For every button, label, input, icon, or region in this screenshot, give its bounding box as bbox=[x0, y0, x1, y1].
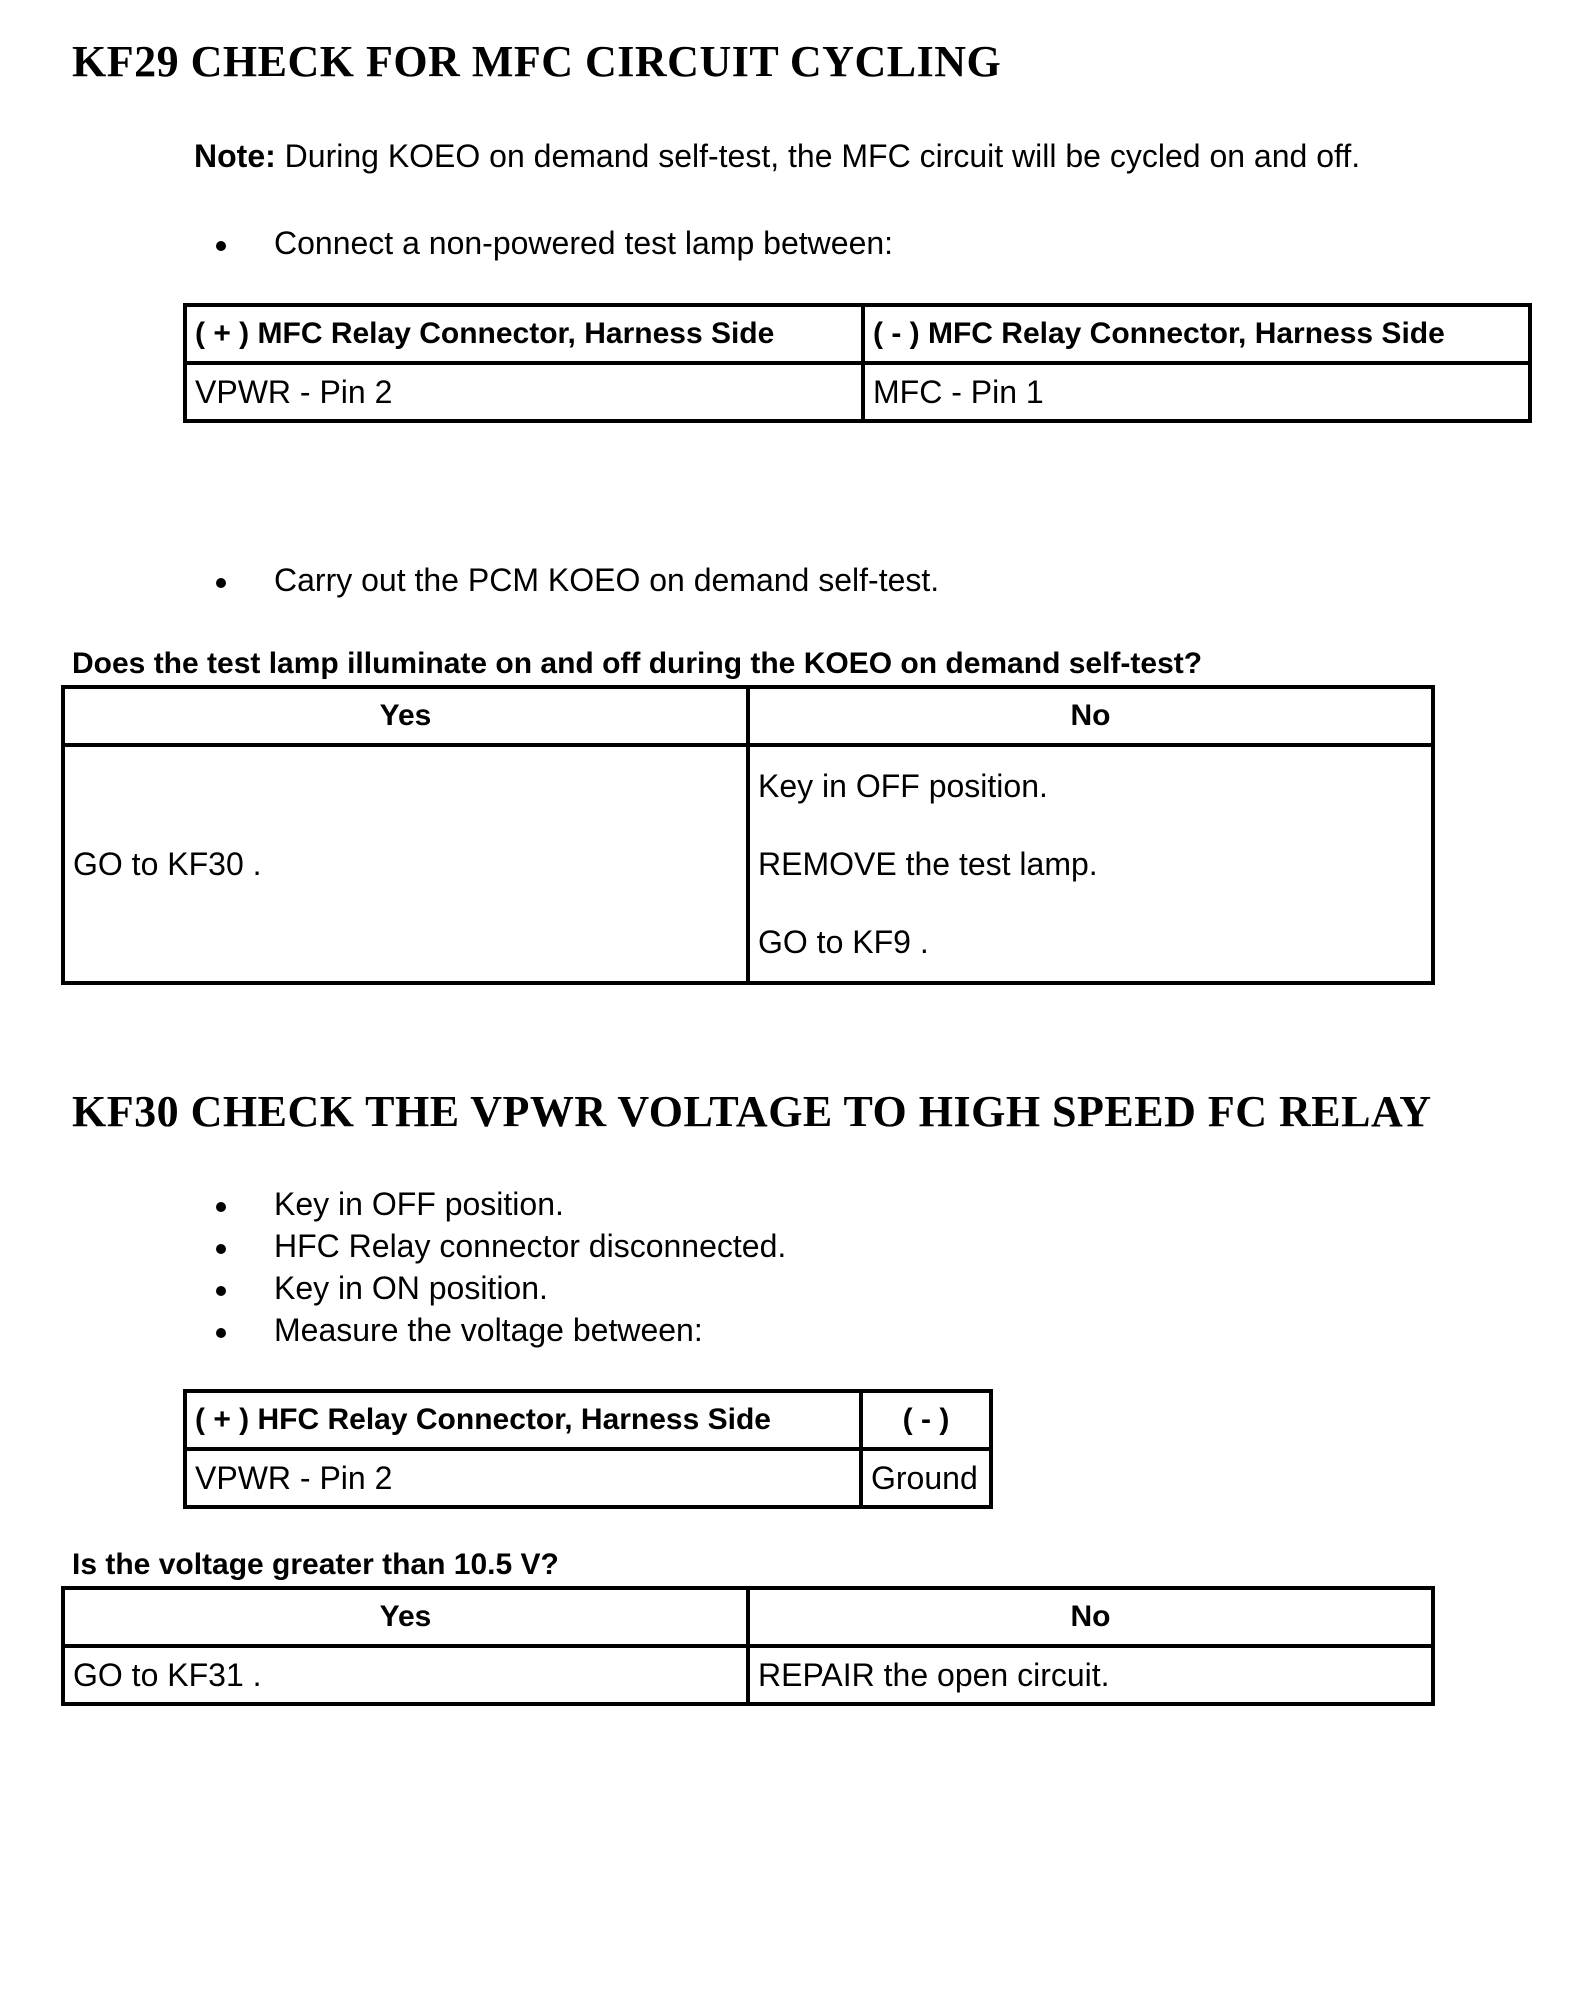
table-cell: VPWR - Pin 2 bbox=[185, 1449, 861, 1507]
yes-header: Yes bbox=[63, 687, 748, 745]
kf30-bullet bbox=[216, 1186, 1116, 1226]
bullet-text: Connect a non-powered test lamp between: bbox=[274, 225, 894, 261]
table-row bbox=[63, 1646, 1433, 1704]
table-header-row bbox=[63, 687, 1433, 745]
kf30-answer-table bbox=[61, 1586, 1435, 1706]
yes-cell: GO to KF31 . bbox=[63, 1646, 748, 1704]
no-cell bbox=[748, 745, 1433, 983]
table-row bbox=[63, 745, 1433, 983]
bullet-text: Measure the voltage between: bbox=[274, 1312, 703, 1348]
kf29-heading: KF29 CHECK FOR MFC CIRCUIT CYCLING bbox=[72, 37, 1002, 86]
kf29-note bbox=[194, 138, 1360, 175]
table-header-cell: ( - ) bbox=[861, 1391, 991, 1449]
bullet-icon bbox=[216, 1286, 226, 1296]
bullet-icon bbox=[216, 1328, 226, 1338]
bullet-icon bbox=[216, 1244, 226, 1254]
kf29-bullet-connect bbox=[216, 225, 1116, 265]
no-step: GO to KF9 . bbox=[758, 924, 929, 960]
table-row bbox=[185, 363, 1530, 421]
bullet-text: Key in ON position. bbox=[274, 1270, 548, 1306]
table-cell: Ground bbox=[861, 1449, 991, 1507]
table-header-cell: ( - ) MFC Relay Connector, Harness Side bbox=[863, 305, 1530, 363]
no-step: REMOVE the test lamp. bbox=[758, 846, 1098, 882]
bullet-icon bbox=[216, 578, 226, 588]
table-cell: MFC - Pin 1 bbox=[863, 363, 1530, 421]
table-header-row bbox=[185, 1391, 991, 1449]
table-cell: VPWR - Pin 2 bbox=[185, 363, 863, 421]
note-label: Note: bbox=[194, 138, 276, 174]
no-header: No bbox=[748, 687, 1433, 745]
kf29-bullet-selftest bbox=[216, 562, 1116, 602]
no-header: No bbox=[748, 1588, 1433, 1646]
kf29-lamp-table bbox=[183, 303, 1532, 423]
yes-header: Yes bbox=[63, 1588, 748, 1646]
no-cell: REPAIR the open circuit. bbox=[748, 1646, 1433, 1704]
table-header-row bbox=[63, 1588, 1433, 1646]
bullet-text: Key in OFF position. bbox=[274, 1186, 564, 1222]
kf30-bullet bbox=[216, 1228, 1116, 1268]
bullet-icon bbox=[216, 241, 226, 251]
note-text: During KOEO on demand self-test, the MFC circuit will be cycled on and off. bbox=[275, 138, 1361, 174]
bullet-icon bbox=[216, 1202, 226, 1212]
kf29-question: Does the test lamp illuminate on and off during the KOEO on demand self-test? bbox=[72, 647, 1203, 680]
kf30-bullet bbox=[216, 1312, 1116, 1352]
kf30-heading: KF30 CHECK THE VPWR VOLTAGE TO HIGH SPEED FC RELAY bbox=[72, 1087, 1432, 1136]
table-header-row bbox=[185, 305, 1530, 363]
bullet-text: Carry out the PCM KOEO on demand self-test. bbox=[274, 562, 940, 598]
yes-cell: GO to KF30 . bbox=[63, 745, 748, 983]
kf30-question: Is the voltage greater than 10.5 V? bbox=[72, 1548, 559, 1581]
bullet-text: HFC Relay connector disconnected. bbox=[274, 1228, 787, 1264]
no-step: Key in OFF position. bbox=[758, 768, 1048, 804]
table-header-cell: ( + ) MFC Relay Connector, Harness Side bbox=[185, 305, 863, 363]
table-header-cell: ( + ) HFC Relay Connector, Harness Side bbox=[185, 1391, 861, 1449]
kf29-answer-table bbox=[61, 685, 1435, 985]
kf30-voltage-table bbox=[183, 1389, 993, 1509]
kf30-bullet bbox=[216, 1270, 1116, 1310]
table-row bbox=[185, 1449, 991, 1507]
